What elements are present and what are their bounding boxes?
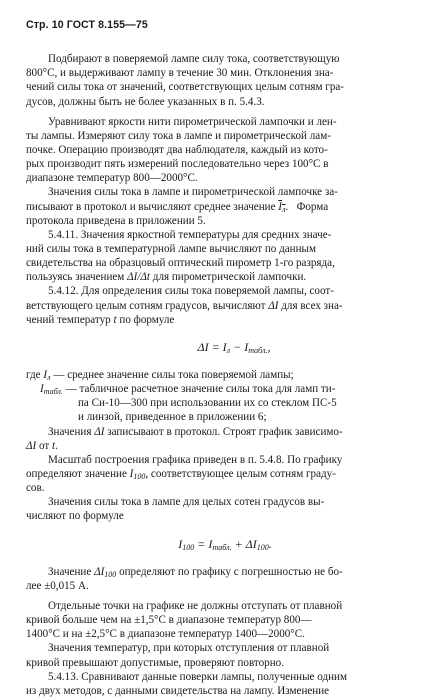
- text-line: чений силы тока от значений, соответствующих целым сотням гра-: [26, 81, 344, 94]
- text-line: Отдельные точки на графике не должны отступать от плавной: [48, 599, 343, 612]
- section-5-4-12: 5.4.12. Для определения силы тока поверяемой лампы, соот-: [48, 285, 334, 298]
- text-line: дусов, должны быть не более указанных в п. 5.4.3.: [26, 95, 265, 108]
- symbol-t: t: [113, 313, 117, 326]
- text-line: Значения силы тока в лампе и пирометрической лампочке за-: [48, 186, 338, 199]
- text-line: пользуясь значением ΔI/Δt для пирометрической лампочки.: [26, 271, 307, 284]
- text-line: свидетельства на образцовый оптический пирометр 1-го разряда,: [26, 257, 335, 270]
- text-line: сов.: [26, 482, 45, 495]
- text-line: рых производит пять измерений последовательно через 100°С в: [26, 158, 329, 171]
- text-line: 1400°С и на ±2,5°С в диапазоне температур 1400—2000°С.: [26, 628, 305, 641]
- text-line: па Си-10—300 при использовании их со стеклом ПС-5: [78, 397, 337, 410]
- text-line: кривой превышают допустимые, проверяют повторно.: [26, 656, 284, 669]
- text-line: $I_{табл.}$ — табличное расчетное значение силы тока для ламп ти-: [40, 383, 336, 397]
- text-line: кривой больше чем на ±1,5°С в диапазоне температур 800—: [26, 614, 312, 627]
- text-fragment: писывают в протокол и вычисляют среднее значение: [26, 200, 276, 213]
- text-line: Уравнивают яркости нити пирометрической лампочки и лен-: [48, 115, 337, 128]
- page-header: Стр. 10 ГОСТ 8.155—75: [26, 19, 148, 31]
- text-line: почке. Операцию производят два наблюдателя, каждый из кото-: [26, 144, 328, 156]
- formula-i100: $I_{100} = I_{табл.} + \Delta I_{100}$.: [178, 536, 272, 552]
- text-line: Значение $\Delta I_{100}$ определяют по графику с погрешностью не бо-: [48, 565, 343, 579]
- symbol-delta-i: ΔI: [94, 425, 105, 438]
- symbol-t: t: [52, 439, 56, 452]
- text-line: Подбирают в поверяемой лампе силу тока, соответствующую: [48, 53, 340, 66]
- text-line: Масштаб построения графика приведен в п. 5.4.8. По графику: [48, 453, 343, 466]
- text-line: где $I_л$ — среднее значение силы тока поверяемой лампы;: [26, 368, 294, 382]
- symbol-i100: $I_{100}$: [129, 467, 146, 481]
- text-line: ветствующего целым сотням градусов, вычисляют ΔI для всех зна-: [26, 299, 343, 312]
- symbol-delta-ratio: ΔI/Δt: [127, 271, 151, 284]
- text-line: и линзой, приведенное в приложении 6;: [78, 411, 267, 424]
- symbol-i-mean: $I_л$: [278, 200, 286, 214]
- text-line: ты лампы. Измеряют силу тока в лампе и пирометрической лам-: [26, 129, 331, 142]
- text-line: протокола приведена в приложении 5.: [26, 214, 206, 227]
- symbol-delta-i: ΔI: [268, 299, 279, 312]
- symbol-delta-i: ΔI: [26, 439, 37, 452]
- section-5-4-13: 5.4.13. Сравнивают данные поверки лампы, полученные одним: [48, 670, 347, 683]
- text-line: ΔI от t.: [26, 439, 58, 452]
- symbol-delta-i100: $\Delta I_{100}$: [94, 565, 117, 579]
- symbol-i-l: $I_л$: [43, 368, 51, 382]
- text-line: 800°С, и выдерживают лампу в течение 30 мин. Отклонения зна-: [26, 67, 334, 80]
- section-5-4-11: 5.4.11. Значения яркостной температуры для средних значе-: [48, 228, 332, 241]
- text-line: Значения силы тока в лампе для целых сотен градусов вы-: [48, 496, 325, 509]
- text-fragment: Форма: [296, 200, 329, 213]
- text-line: лее ±0,015 А.: [26, 579, 89, 592]
- text-line: Значения ΔI записывают в протокол. Строят график зависимо-: [48, 425, 343, 438]
- text-line: диапазоне температур 800—2000°С.: [26, 172, 198, 185]
- text-line: писывают в протокол и вычисляют среднее значение $I_л$. Форма: [26, 200, 329, 214]
- formula-delta-i: $\Delta I = I_л - I_{табл.}$,: [197, 339, 271, 355]
- symbol-i-tab: $I_{табл.}$: [40, 383, 63, 397]
- text-line: числяют по формуле: [26, 510, 124, 523]
- text-line: из двух методов, с данными свидетельства на лампу. Изменение: [26, 684, 330, 697]
- text-line: определяют значение $I_{100}$, соответствующее целым сотням граду-: [26, 467, 336, 481]
- text-line: ний силы тока в температурной лампе вычисляют по данным: [26, 242, 317, 255]
- text-line: Значения температур, при которых отступления от плавной: [48, 642, 330, 655]
- text-line: чений температур t по формуле: [26, 313, 175, 326]
